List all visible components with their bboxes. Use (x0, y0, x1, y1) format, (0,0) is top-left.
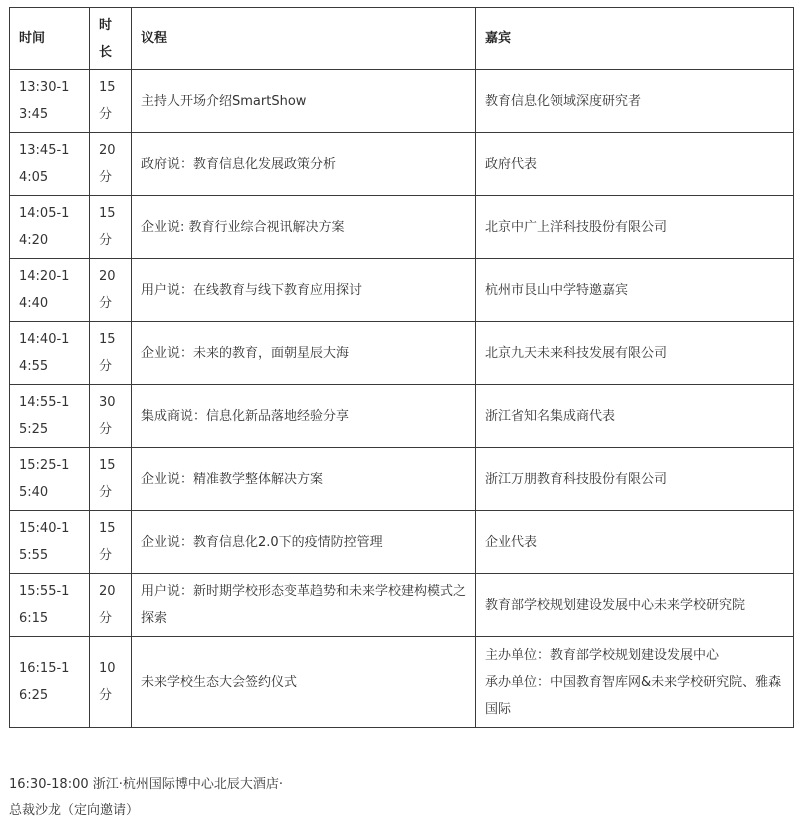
cell-topic: 未来学校生态大会签约仪式 (132, 637, 476, 728)
guest-line: 承办单位：中国教育智库网&未来学校研究院、雅森国际 (485, 674, 782, 717)
guest-line: 政府代表 (485, 156, 538, 172)
cell-topic: 用户说：在线教育与线下教育应用探讨 (132, 259, 476, 322)
table-row (10, 322, 794, 385)
guest-line: 主办单位：教育部学校规划建设发展中心 (485, 647, 720, 663)
cell-time: 14:40-14:55 (10, 322, 90, 385)
table-row (10, 574, 794, 637)
cell-time: 15:25-15:40 (10, 448, 90, 511)
header-topic: 议程 (132, 8, 476, 70)
agenda-body (10, 70, 794, 728)
table-row (10, 259, 794, 322)
cell-time: 15:55-16:15 (10, 574, 90, 637)
cell-time: 16:15-16:25 (10, 637, 90, 728)
cell-topic: 企业说: 教育行业综合视讯解决方案 (132, 196, 476, 259)
cell-topic: 主持人开场介绍SmartShow (132, 70, 476, 133)
cell-duration: 30分 (90, 385, 132, 448)
guest-line: 教育信息化领域深度研究者 (485, 93, 642, 109)
cell-duration: 20分 (90, 574, 132, 637)
guest-line: 教育部学校规划建设发展中心未来学校研究院 (485, 597, 746, 613)
cell-topic: 企业说：未来的教育，面朝星辰大海 (132, 322, 476, 385)
cell-time: 14:05-14:20 (10, 196, 90, 259)
footer-line-salon: 总裁沙龙（定向邀请） (9, 803, 140, 818)
cell-time: 14:55-15:25 (10, 385, 90, 448)
footer-note (9, 772, 283, 824)
cell-guest (476, 133, 794, 196)
table-row (10, 196, 794, 259)
cell-topic: 政府说：教育信息化发展政策分析 (132, 133, 476, 196)
cell-topic: 企业说：教育信息化2.0下的疫情防控管理 (132, 511, 476, 574)
cell-guest (476, 637, 794, 728)
guest-line: 浙江省知名集成商代表 (485, 408, 616, 424)
cell-time: 13:30-13:45 (10, 70, 90, 133)
cell-duration: 15分 (90, 322, 132, 385)
cell-duration: 15分 (90, 70, 132, 133)
header-guest: 嘉宾 (476, 8, 794, 70)
table-row (10, 385, 794, 448)
guest-line: 杭州市艮山中学特邀嘉宾 (485, 282, 629, 298)
table-header-row (10, 8, 794, 70)
guest-line: 北京九天未来科技发展有限公司 (485, 345, 668, 361)
table-row (10, 70, 794, 133)
cell-guest (476, 385, 794, 448)
cell-guest (476, 70, 794, 133)
header-duration: 时长 (90, 8, 132, 70)
guest-line: 浙江万朋教育科技股份有限公司 (485, 471, 668, 487)
cell-topic: 企业说：精准教学整体解决方案 (132, 448, 476, 511)
footer-line-venue: 16:30-18:00 浙江·杭州国际博中心北辰大酒店· (9, 777, 284, 792)
cell-topic: 集成商说：信息化新品落地经验分享 (132, 385, 476, 448)
cell-duration: 10分 (90, 637, 132, 728)
guest-line: 企业代表 (485, 534, 538, 550)
cell-duration: 15分 (90, 511, 132, 574)
cell-guest (476, 322, 794, 385)
cell-guest (476, 448, 794, 511)
cell-time: 14:20-14:40 (10, 259, 90, 322)
cell-guest (476, 574, 794, 637)
table-row (10, 133, 794, 196)
cell-time: 13:45-14:05 (10, 133, 90, 196)
cell-guest (476, 511, 794, 574)
guest-line: 北京中广上洋科技股份有限公司 (485, 219, 668, 235)
cell-duration: 20分 (90, 133, 132, 196)
cell-topic: 用户说：新时期学校形态变革趋势和未来学校建构模式之探索 (132, 574, 476, 637)
table-row (10, 511, 794, 574)
cell-duration: 15分 (90, 448, 132, 511)
cell-duration: 15分 (90, 196, 132, 259)
cell-guest (476, 259, 794, 322)
table-row (10, 637, 794, 728)
agenda-table (9, 7, 794, 728)
cell-duration: 20分 (90, 259, 132, 322)
table-row (10, 448, 794, 511)
header-time: 时间 (10, 8, 90, 70)
cell-time: 15:40-15:55 (10, 511, 90, 574)
cell-guest (476, 196, 794, 259)
